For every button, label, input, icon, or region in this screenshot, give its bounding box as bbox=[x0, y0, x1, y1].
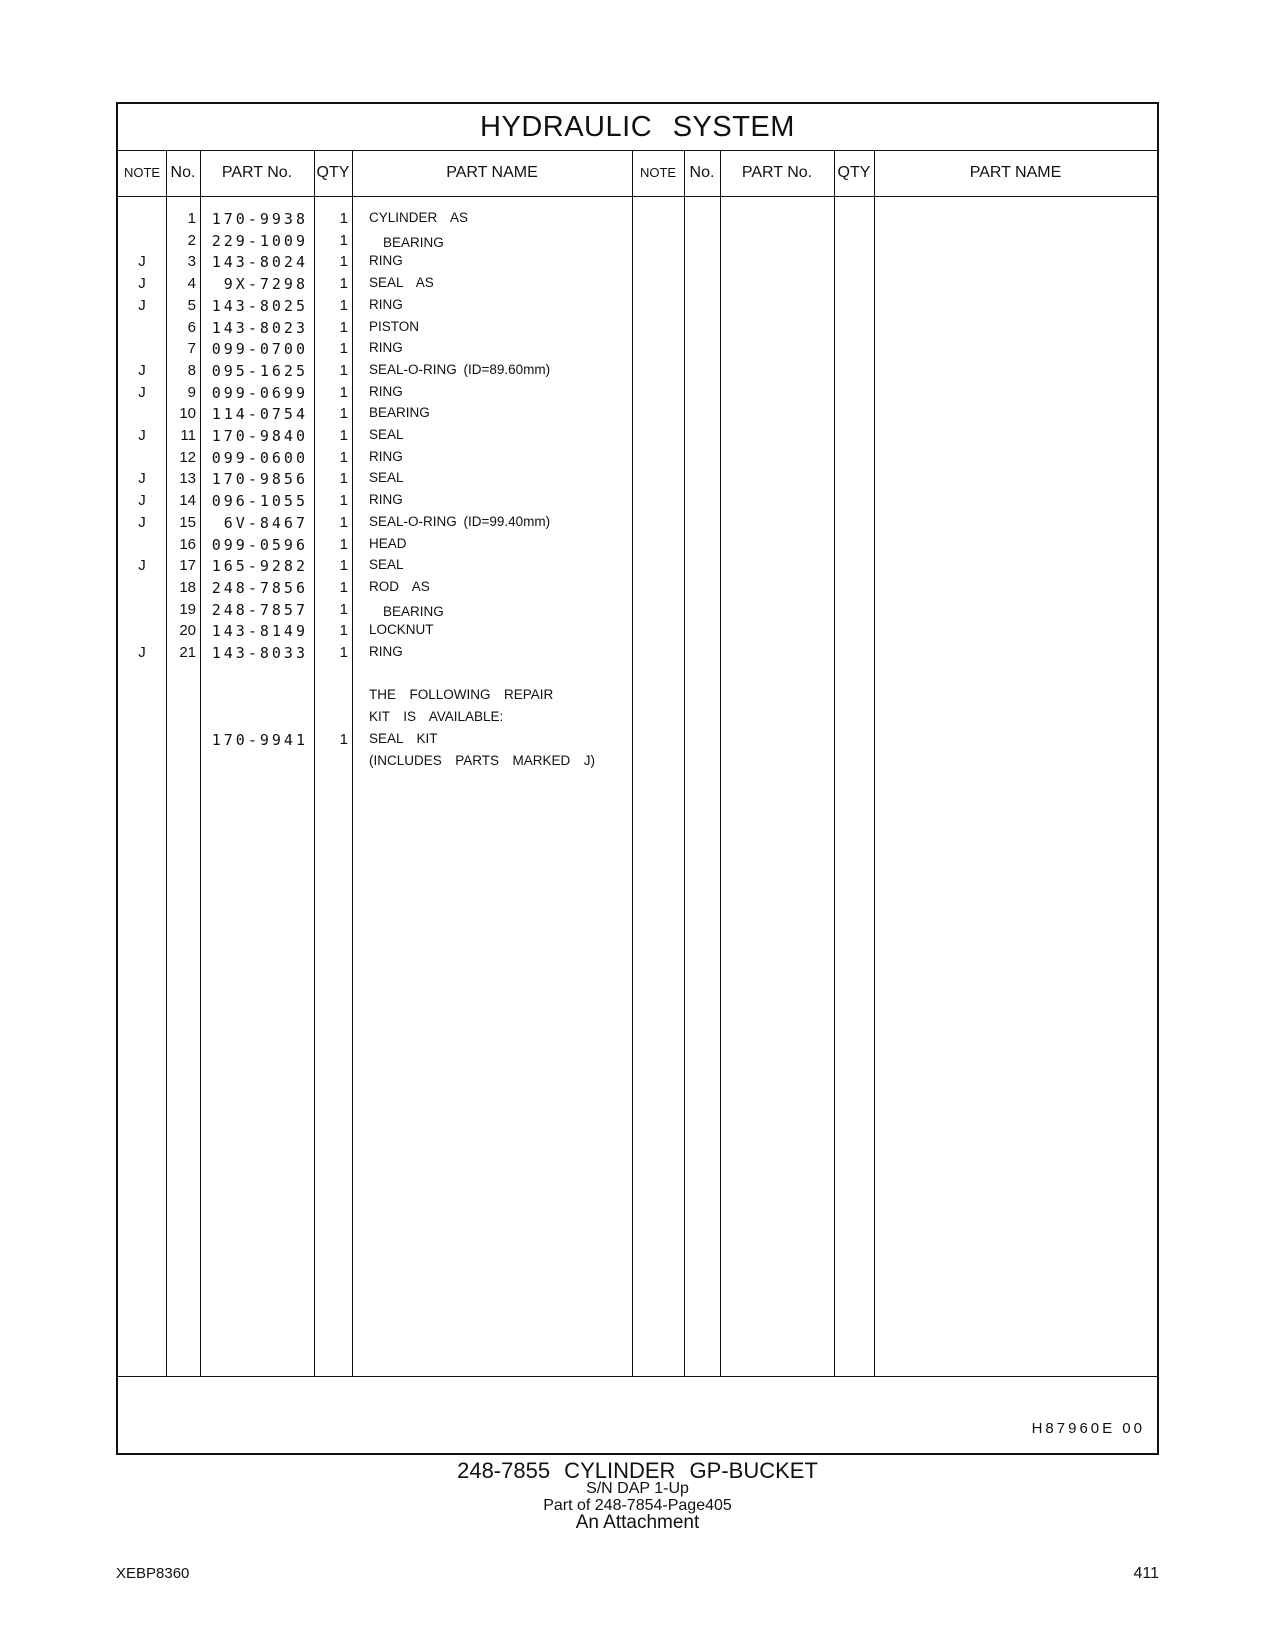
part-number-cell: 143-8033 bbox=[211, 644, 308, 662]
part-name-cell: SEAL-O-RING (ID=89.60mm) bbox=[369, 361, 551, 377]
item-number-cell: 14 bbox=[179, 492, 196, 510]
part-name-cell: CYLINDER AS bbox=[369, 210, 469, 225]
part-number-cell: 6V-8467 bbox=[223, 513, 308, 532]
note-cell: J bbox=[138, 470, 146, 488]
illustration-code: H87960E 00 bbox=[1031, 1420, 1145, 1437]
column-rule bbox=[720, 150, 721, 1376]
part-name-cell: BEARING bbox=[383, 603, 444, 619]
quantity-cell: 1 bbox=[339, 318, 348, 336]
table-row bbox=[118, 534, 638, 556]
table-row bbox=[118, 664, 638, 686]
part-name-cell: SEAL AS bbox=[369, 275, 434, 291]
part-name-cell: THE FOLLOWING REPAIR bbox=[369, 687, 554, 703]
header-note-left: NOTE bbox=[123, 165, 161, 180]
table-bottom-divider bbox=[118, 1376, 1157, 1377]
table-row bbox=[118, 490, 638, 512]
item-number-cell: 20 bbox=[179, 622, 196, 640]
quantity-cell: 1 bbox=[339, 405, 348, 423]
item-number-cell: 8 bbox=[187, 361, 196, 379]
table-row bbox=[118, 685, 638, 707]
part-name-cell: SEAL bbox=[369, 557, 404, 573]
item-number-cell: 21 bbox=[179, 644, 196, 661]
table-row bbox=[118, 577, 638, 599]
note-cell: J bbox=[138, 361, 146, 379]
part-name-cell: HEAD bbox=[369, 535, 407, 551]
table-row bbox=[118, 403, 638, 425]
header-part-no-left: PART No. bbox=[221, 164, 293, 181]
note-cell: J bbox=[138, 253, 146, 271]
part-name-cell: SEAL bbox=[369, 427, 404, 442]
column-rule bbox=[874, 150, 875, 1376]
table-row bbox=[118, 382, 638, 404]
part-number-cell: 095-1625 bbox=[211, 361, 308, 380]
part-name-cell: LOCKNUT bbox=[369, 622, 434, 638]
note-cell: J bbox=[138, 644, 146, 661]
quantity-cell: 1 bbox=[339, 622, 348, 640]
table-row bbox=[118, 751, 638, 773]
item-number-cell: 11 bbox=[180, 427, 196, 444]
part-name-cell: RING bbox=[369, 644, 403, 659]
note-cell: J bbox=[138, 492, 146, 510]
header-part-no-right: PART No. bbox=[741, 164, 813, 181]
part-name-cell: SEAL bbox=[369, 470, 404, 486]
table-row bbox=[118, 599, 638, 621]
item-number-cell: 15 bbox=[179, 513, 196, 531]
table-row bbox=[118, 251, 638, 273]
quantity-cell: 1 bbox=[339, 296, 348, 314]
header-part-name-left: PART NAME bbox=[446, 164, 538, 181]
table-row bbox=[118, 707, 638, 729]
note-cell: J bbox=[138, 383, 146, 401]
part-number-cell: 170-9856 bbox=[211, 470, 308, 489]
item-number-cell: 2 bbox=[187, 231, 196, 249]
quantity-cell: 1 bbox=[339, 253, 348, 271]
parts-list-frame bbox=[116, 102, 1159, 1455]
table-row bbox=[118, 512, 638, 534]
header-no-left: No. bbox=[170, 164, 196, 181]
part-name-cell: RING bbox=[369, 253, 403, 269]
note-cell: J bbox=[138, 557, 146, 575]
header-no-right: No. bbox=[689, 164, 715, 181]
part-number-cell: 099-0596 bbox=[211, 535, 308, 554]
serial-range: S/N DAP 1-Up bbox=[586, 1480, 689, 1497]
part-number-cell: 170-9941 bbox=[211, 730, 308, 749]
part-number-cell: 9X-7298 bbox=[223, 275, 308, 294]
part-name-cell: RING bbox=[369, 296, 403, 312]
part-number-cell: 099-0700 bbox=[211, 340, 308, 359]
table-row bbox=[118, 468, 638, 490]
item-number-cell: 5 bbox=[187, 296, 196, 314]
assembly-title: 248-7855 CYLINDER GP-BUCKET bbox=[457, 1458, 818, 1483]
part-number-cell: 143-8025 bbox=[211, 296, 308, 315]
header-divider bbox=[118, 196, 1157, 197]
part-of-reference: Part of 248-7854-Page405 bbox=[543, 1497, 732, 1514]
table-row bbox=[118, 273, 638, 295]
column-rule bbox=[834, 150, 835, 1376]
page-number: 411 bbox=[1133, 1565, 1159, 1582]
item-number-cell: 10 bbox=[179, 405, 196, 423]
quantity-cell: 1 bbox=[339, 383, 348, 401]
section-title: HYDRAULIC SYSTEM bbox=[118, 104, 1157, 151]
part-number-cell: 170-9840 bbox=[211, 427, 308, 445]
header-qty-left: QTY bbox=[316, 164, 350, 181]
item-number-cell: 19 bbox=[179, 600, 196, 618]
item-number-cell: 6 bbox=[187, 318, 196, 336]
part-number-cell: 114-0754 bbox=[211, 405, 308, 424]
table-row bbox=[118, 642, 638, 664]
part-name-cell: BEARING bbox=[383, 234, 444, 250]
table-row bbox=[118, 317, 638, 339]
header-note-right: NOTE bbox=[639, 165, 677, 180]
document-id: XEBP8360 bbox=[116, 1565, 190, 1582]
part-name-cell: KIT IS AVAILABLE: bbox=[369, 709, 504, 725]
item-number-cell: 3 bbox=[187, 253, 196, 271]
part-number-cell: 143-8149 bbox=[211, 622, 308, 641]
quantity-cell: 1 bbox=[339, 492, 348, 510]
part-number-cell: 099-0600 bbox=[211, 448, 308, 467]
header-qty-right: QTY bbox=[837, 164, 871, 181]
table-row bbox=[118, 729, 638, 751]
quantity-cell: 1 bbox=[339, 448, 348, 466]
quantity-cell: 1 bbox=[339, 231, 348, 249]
table-row bbox=[118, 555, 638, 577]
part-name-cell: PISTON bbox=[369, 318, 420, 334]
note-cell: J bbox=[138, 427, 146, 444]
column-rule bbox=[684, 150, 685, 1376]
quantity-cell: 1 bbox=[339, 557, 348, 575]
quantity-cell: 1 bbox=[339, 275, 348, 293]
table-row bbox=[118, 230, 638, 252]
item-number-cell: 1 bbox=[187, 210, 196, 227]
item-number-cell: 13 bbox=[179, 470, 196, 488]
quantity-cell: 1 bbox=[339, 210, 348, 227]
part-name-cell: RING bbox=[369, 492, 403, 508]
item-number-cell: 9 bbox=[187, 383, 196, 401]
quantity-cell: 1 bbox=[339, 600, 348, 618]
note-cell: J bbox=[138, 513, 146, 531]
table-row bbox=[118, 338, 638, 360]
quantity-cell: 1 bbox=[339, 644, 348, 661]
item-number-cell: 18 bbox=[179, 578, 196, 596]
note-cell: J bbox=[138, 296, 146, 314]
part-name-cell: RING bbox=[369, 383, 403, 399]
table-row bbox=[118, 447, 638, 469]
part-number-cell: 248-7856 bbox=[211, 578, 308, 597]
quantity-cell: 1 bbox=[339, 361, 348, 379]
part-name-cell: BEARING bbox=[369, 405, 430, 421]
quantity-cell: 1 bbox=[339, 470, 348, 488]
part-number-cell: 229-1009 bbox=[211, 231, 308, 250]
part-number-cell: 143-8024 bbox=[211, 253, 308, 272]
quantity-cell: 1 bbox=[339, 535, 348, 553]
table-row bbox=[118, 208, 638, 230]
table-row bbox=[118, 360, 638, 382]
part-name-cell: RING bbox=[369, 448, 403, 464]
header-part-name-right: PART NAME bbox=[969, 164, 1062, 181]
part-number-cell: 099-0699 bbox=[211, 383, 308, 402]
quantity-cell: 1 bbox=[339, 730, 348, 748]
part-number-cell: 096-1055 bbox=[211, 492, 308, 511]
part-name-cell: ROD AS bbox=[369, 578, 430, 594]
table-row bbox=[118, 620, 638, 642]
quantity-cell: 1 bbox=[339, 578, 348, 596]
part-number-cell: 248-7857 bbox=[211, 600, 308, 619]
part-number-cell: 165-9282 bbox=[211, 557, 308, 576]
item-number-cell: 12 bbox=[179, 448, 196, 466]
part-number-cell: 143-8023 bbox=[211, 318, 308, 337]
table-row bbox=[118, 295, 638, 317]
table-row bbox=[118, 425, 638, 447]
quantity-cell: 1 bbox=[339, 427, 348, 444]
part-number-cell: 170-9938 bbox=[211, 210, 308, 228]
quantity-cell: 1 bbox=[339, 513, 348, 531]
part-name-cell: SEAL-O-RING (ID=99.40mm) bbox=[369, 513, 551, 529]
item-number-cell: 4 bbox=[187, 275, 196, 293]
item-number-cell: 7 bbox=[187, 340, 196, 358]
item-number-cell: 16 bbox=[179, 535, 196, 553]
item-number-cell: 17 bbox=[179, 557, 196, 575]
category-label: An Attachment bbox=[575, 1512, 700, 1533]
quantity-cell: 1 bbox=[339, 340, 348, 358]
part-name-cell: (INCLUDES PARTS MARKED J) bbox=[369, 752, 596, 768]
note-cell: J bbox=[138, 275, 146, 293]
part-name-cell: SEAL KIT bbox=[369, 730, 438, 746]
part-name-cell: RING bbox=[369, 340, 403, 356]
